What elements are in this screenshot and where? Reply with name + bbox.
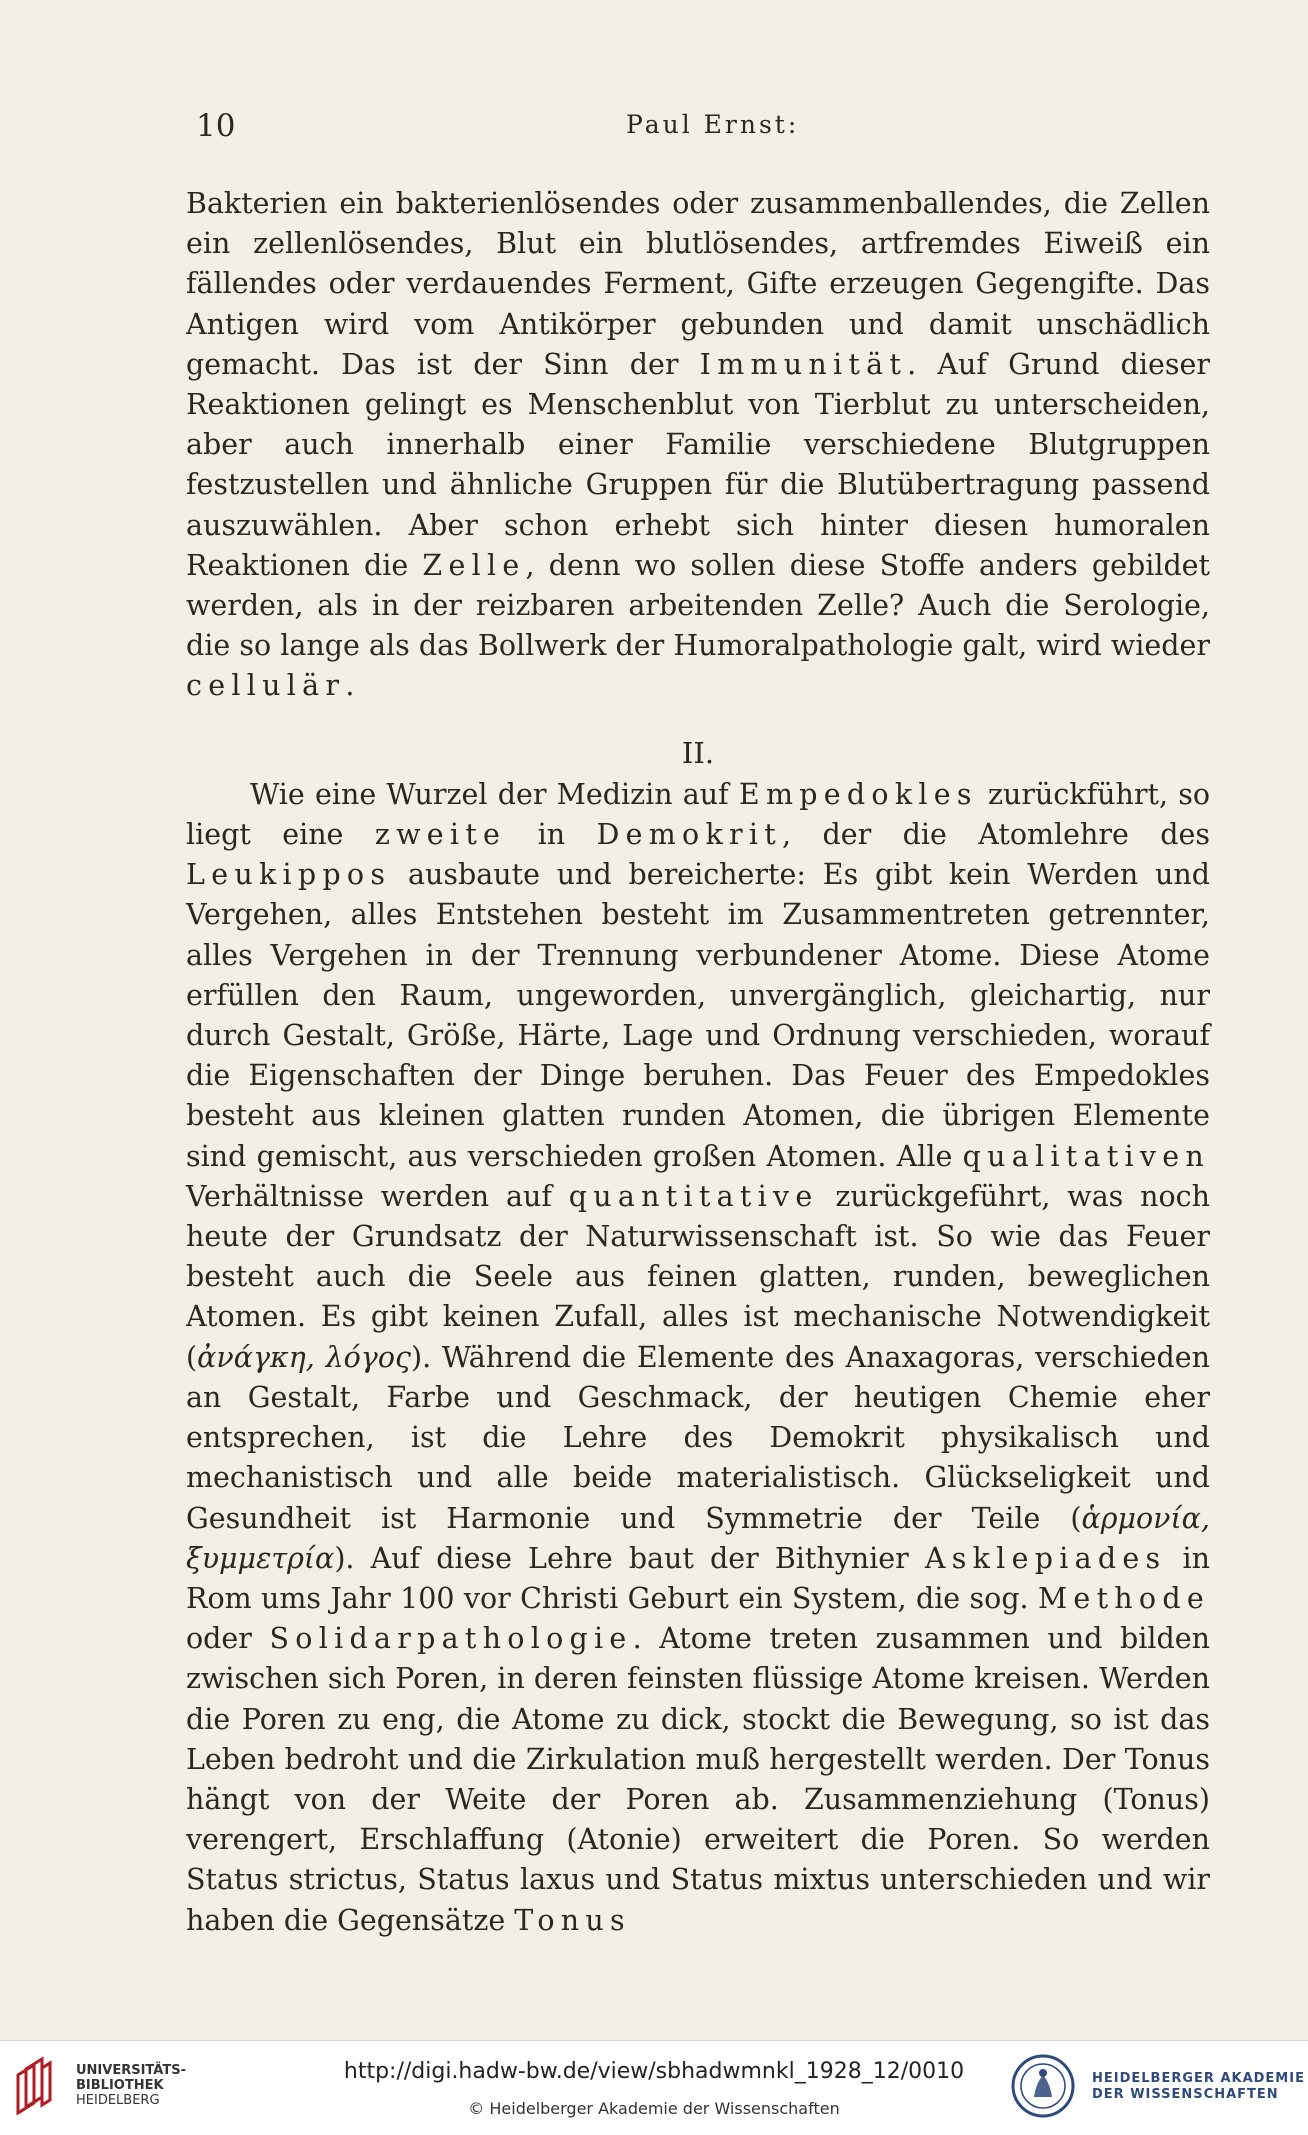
academy-name-line: DER WISSENSCHAFTEN (1092, 2087, 1279, 2102)
text-run: . Auf Grund dieser Reaktionen gelingt es Menschenblut von Tierblut zu unterscheiden, aber auch innerhalb einer Familie verschiedene Blutgruppen festzustellen und ähnliche Gruppen für die Blutübertragung passend auszuwählen. Aber schon erhebt sich hinter diesen humoralen Reaktionen die (186, 347, 1210, 582)
text-run: oder (186, 1622, 270, 1656)
emphasis-leukippos: Leukippos (186, 858, 392, 892)
library-name-line: BIBLIOTHEK (76, 2078, 164, 2093)
text-run: zurückführt, so liegt eine (186, 777, 1210, 852)
permalink-url[interactable]: http://digi.hadw-bw.de/view/sbhadwmnkl_1928_12/0010 (343, 2059, 965, 2084)
emphasis-solidarpathologie: Solidarpathologie (269, 1622, 633, 1656)
text-run: , der die Atomlehre des (782, 818, 1210, 852)
text-run: in Rom ums Jahr 100 vor Christi Geburt ein System, die sog. (186, 1541, 1210, 1615)
text-run: Verhältnisse werden auf (186, 1179, 569, 1213)
emphasis-cellulaer: cellulär (186, 669, 346, 703)
library-name-line: UNIVERSITÄTS- (76, 2063, 186, 2078)
text-run: ausbaute und bereicherte: Es gibt kein Werden und Vergehen, alles Entstehen besteht im Zusammentreten getrennter, alles Vergehen in der Trennung verbundener Atome. Diese Atome erfüllen den Raum, ungeworden, unvergänglich, gleichartig, nur durch Gestalt, Größe, Härte, Lage und Ordnung verschieden, worauf die Eigenschaften der Dinge beruhen. Das Feuer des Empedokles besteht aus kleinen glatten runden Atomen, die übrigen Elemente sind gemischt, aus verschieden großen Atomen. Alle (186, 858, 1210, 1173)
greek-term: ἁρμονία, ξυμμετρία (186, 1501, 1210, 1575)
emphasis-immunitaet: Immunität (699, 347, 908, 381)
academy-name (1092, 2071, 1305, 2103)
text-run: Bakterien ein bakterienlösendes oder zusammenballendes, die Zellen ein zellenlösendes, Blut ein blutlösendes, artfremdes Eiweiß ein fällendes oder verdauendes Ferment, Gifte erzeugen Gegengifte. Das Antigen wird vom Antikörper gebunden und damit unschädlich gemacht. Das ist der Sinn der (186, 187, 1210, 381)
emphasis-empedokles: Empedokles (738, 777, 978, 811)
footer-bar (0, 2040, 1308, 2135)
section-heading: II. (681, 735, 715, 770)
text-run: ). Während die Elemente des Anaxagoras, verschieden an Gestalt, Farbe und Geschmack, der heutigen Chemie eher entsprechen, ist die Lehre des Demokrit physikalisch und mechanistisch und alle beide materialistisch. Glückseligkeit und Gesundheit ist Harmonie und Symmetrie der Teile ( (186, 1340, 1210, 1535)
greek-term: ἀνάγκη, λόγος (197, 1340, 411, 1374)
emphasis-zweite: zweite (374, 818, 507, 852)
emphasis-tonus: Tonus (514, 1903, 631, 1937)
text-run: ). Auf diese Lehre baut der Bithynier (334, 1541, 925, 1575)
emphasis-demokrit: Demokrit (596, 818, 783, 852)
running-head: Paul Ernst: (626, 110, 800, 139)
text-run: , denn wo sollen diese Stoffe anders gebildet werden, als in der reizbaren arbeitenden Zelle? Auch die Serologie, die so lange als das Bollwerk der Humoralpathologie galt, wird wieder (186, 548, 1211, 663)
text-run: zurückgeführt, was noch heute der Grundsatz der Naturwissenschaft ist. So wie das Feuer besteht auch die Seele aus feinen glatten, runden, beweglichen Atomen. Es gibt keinen Zufall, alles ist mechanische Notwendigkeit ( (186, 1179, 1210, 1374)
page-number: 10 (196, 108, 236, 144)
copyright-notice: © Heidelberger Akademie der Wissenschaften (468, 2099, 840, 2118)
academy-seal-icon (1010, 2053, 1076, 2119)
text-run: Wie eine Wurzel der Medizin auf (250, 777, 739, 811)
page-header (196, 108, 1204, 152)
text-run: . (345, 669, 355, 703)
academy-name-line: HEIDELBERGER AKADEMIE (1092, 2071, 1305, 2086)
paragraph-2 (186, 775, 1210, 1941)
emphasis-zelle: Zelle (422, 548, 526, 582)
body-text (186, 184, 1210, 1941)
paragraph-1 (186, 184, 1210, 707)
emphasis-qualitativen: qualitativen (962, 1139, 1210, 1173)
text-run: in (506, 818, 597, 852)
emphasis-methode: Methode (1037, 1581, 1210, 1615)
emphasis-quantitative: quantitative (568, 1179, 819, 1213)
emphasis-asklepiades: Asklepiades (924, 1541, 1167, 1575)
text-run: . Atome treten zusammen und bilden zwischen sich Poren, in deren feinsten flüssige Atome kreisen. Werden die Poren zu eng, die Atome zu dick, stockt die Bewegung, so ist das Leben bedroht und die Zirkulation muß hergestellt werden. Der Tonus hängt von der Weite der Poren ab. Zusammenziehung (Tonus) verengert, Erschlaffung (Atonie) erweitert die Poren. So werden Status strictus, Status laxus und Status mixtus unterschieden und wir haben die Gegensätze (186, 1622, 1210, 1937)
library-name-line: HEIDELBERG (76, 2093, 160, 2108)
